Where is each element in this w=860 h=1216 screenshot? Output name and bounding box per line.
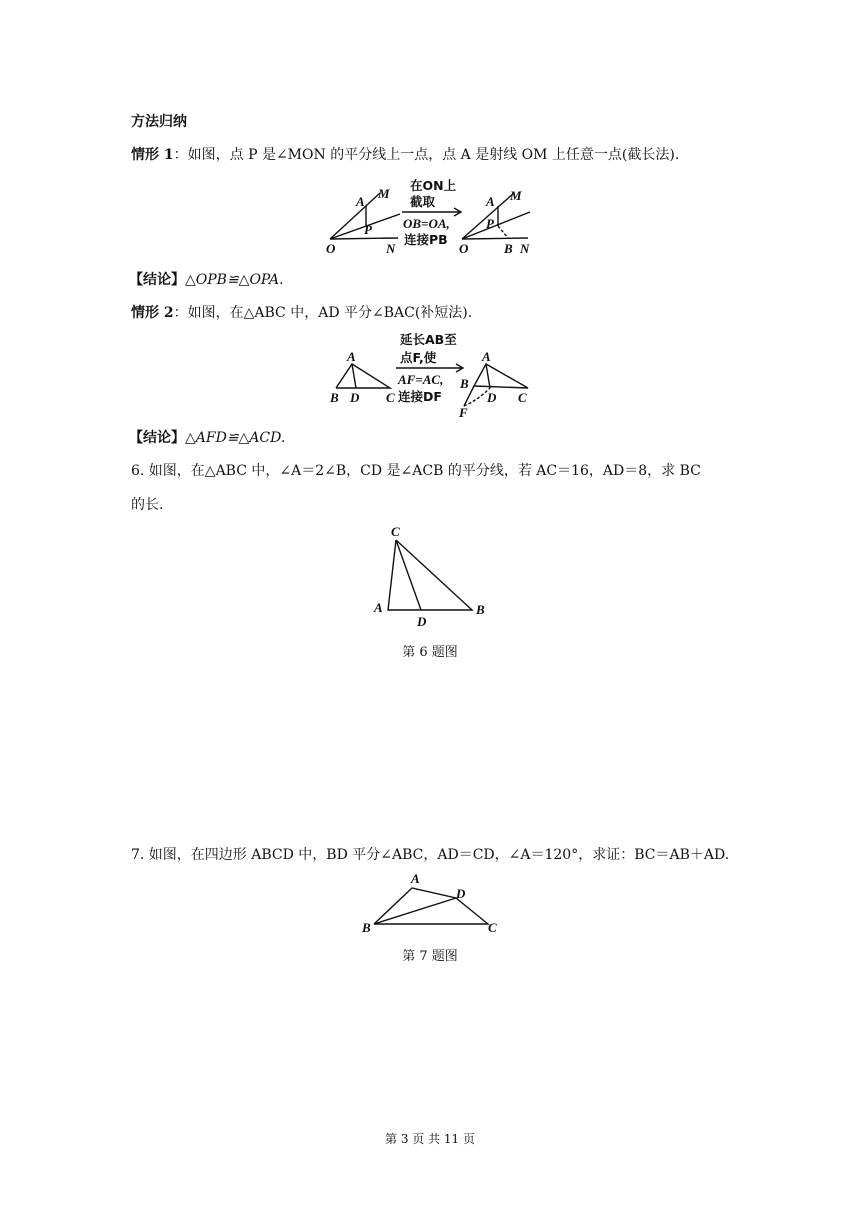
case1-figure [320, 176, 540, 258]
case2-arrow-line1: 延长AB至 [400, 332, 457, 347]
problem6-label-C: C [391, 524, 400, 539]
problem7-figure [356, 868, 506, 938]
case1-label-P: P [364, 222, 372, 237]
case2-arrow-line3: AF=AC, [398, 372, 444, 387]
problem6-figure [364, 522, 504, 632]
problem7-line1: 7. 如图，在四边形 ABCD 中，BD 平分∠ABC，AD＝CD，∠A＝120°，求证：BC＝AB＋AD. [131, 847, 730, 863]
case1-arrow-line3: OB=OA, [403, 216, 450, 231]
case1r-label-N: N [520, 241, 530, 256]
case2-arrow-line2: 点F,使 [400, 350, 437, 365]
case1-label: 情形 1 [131, 147, 174, 163]
case2r-label-B: B [460, 376, 469, 391]
problem7-label-D: D [456, 886, 466, 901]
problem6-line2: 的长. [131, 497, 164, 513]
case2-label: 情形 2 [131, 305, 174, 321]
case1-arrow-line4: 连接PB [404, 232, 448, 247]
case2-label-D: D [350, 390, 360, 405]
problem6-label-D: D [417, 614, 427, 629]
case1-conclusion-label: 【结论】 [129, 272, 185, 288]
problem7-label-B: B [362, 920, 371, 935]
case2r-label-C: C [518, 390, 527, 405]
case2-conclusion-text: △AFD≌△ACD. [185, 430, 286, 446]
problem7-label-C: C [488, 920, 497, 935]
case1-conclusion-text: △OPB≌△OPA. [185, 272, 284, 288]
case2-conclusion [129, 428, 285, 448]
problem6-line1: 6. 如图，在△ABC 中，∠A＝2∠B，CD 是∠ACB 的平分线，若 AC＝16，AD＝8，求 BC [131, 463, 701, 479]
case2r-label-D: D [487, 390, 497, 405]
case1r-label-O: O [459, 241, 469, 256]
case1-label-M: M [378, 186, 390, 201]
problem7-caption: 第 7 题图 [402, 949, 458, 964]
problem6-label-B: B [476, 602, 485, 617]
case1-conclusion [129, 270, 284, 290]
problem7-label-A: A [411, 871, 420, 886]
problem6-caption: 第 6 题图 [402, 645, 458, 660]
case1-arrow-line2: 截取 [410, 194, 436, 209]
section-title: 方法归纳 [131, 114, 187, 130]
case1r-label-M: M [510, 188, 522, 203]
case2-label-C: C [386, 390, 395, 405]
case2-text: ：如图，在△ABC 中，AD 平分∠BAC(补短法). [173, 305, 473, 321]
case2-label-B: B [330, 390, 339, 405]
case1r-label-A: A [486, 194, 495, 209]
case1-statement [131, 145, 679, 165]
case2r-label-F: F [459, 405, 468, 418]
case2-label-A: A [347, 349, 356, 364]
case1-label-O: O [326, 241, 336, 256]
problem6-label-A: A [374, 600, 383, 615]
case2-statement [131, 303, 472, 323]
case2r-label-A: A [482, 349, 491, 364]
case2-conclusion-label: 【结论】 [129, 430, 185, 446]
case1-arrow-line1: 在ON上 [410, 178, 457, 193]
case2-arrow-line4: 连接DF [398, 389, 442, 404]
case2-figure [322, 328, 542, 418]
case1r-label-P: P [486, 216, 494, 231]
case1r-label-B: B [504, 241, 513, 256]
case1-label-A: A [356, 194, 365, 209]
case1-label-N: N [386, 241, 396, 256]
case1-text: ：如图，点 P 是∠MON 的平分线上一点，点 A 是射线 OM 上任意一点(截长法). [173, 147, 680, 163]
page-footer: 第 3 页 共 11 页 [385, 1132, 475, 1146]
